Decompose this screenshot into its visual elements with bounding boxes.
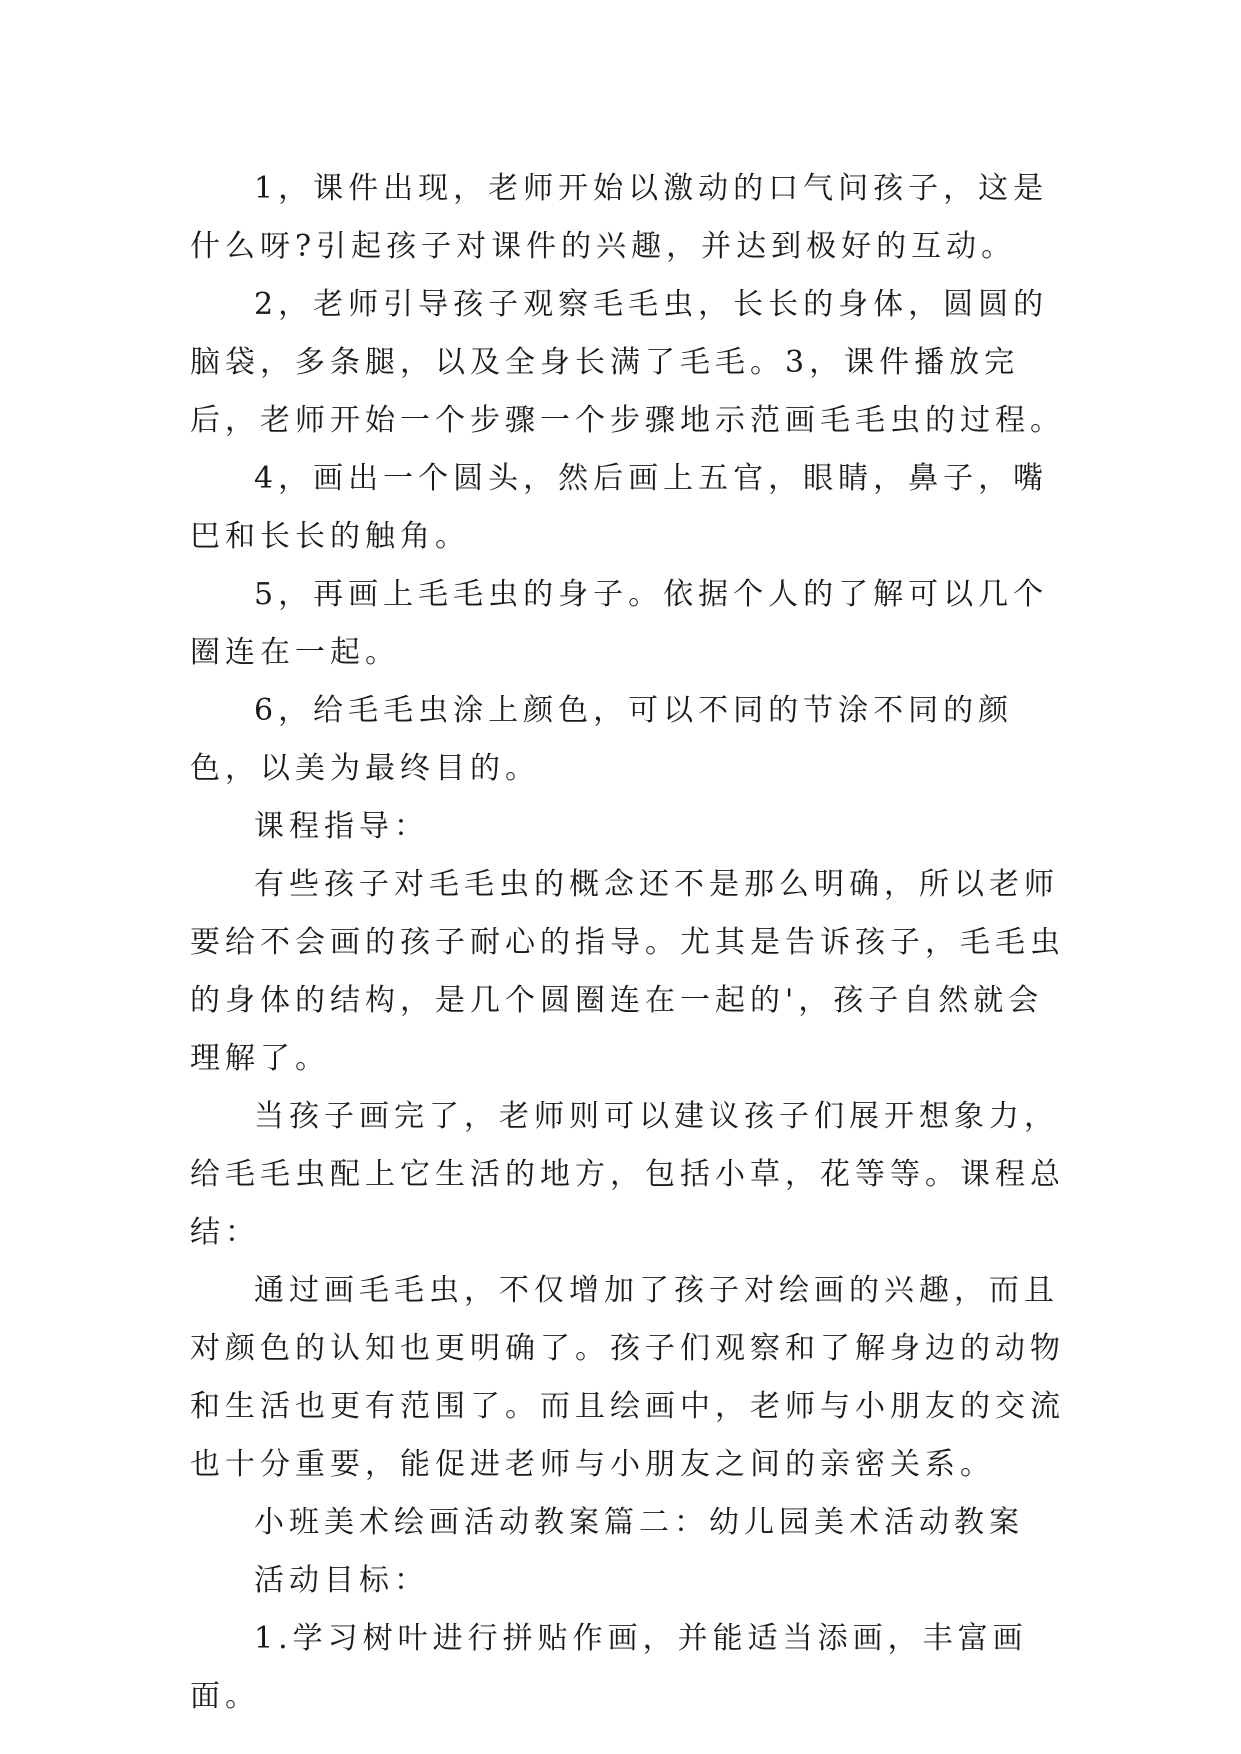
paragraph-step-4: 4，画出一个圆头，然后画上五官，眼睛，鼻子，嘴巴和长长的触角。 [190,461,1049,554]
paragraph-step-5: 5，再画上毛毛虫的身子。依据个人的了解可以几个圈连在一起。 [190,577,1049,670]
section-heading-plan-two: 小班美术绘画活动教案篇二：幼儿园美术活动教案 [254,1505,1024,1540]
paragraph-guidance: 有些孩子对毛毛虫的概念还不是那么明确，所以老师要给不会画的孩子耐心的指导。尤其是告诉孩子，毛毛虫的身体的结构，是几个圆圈连在一起的'，孩子自然就会理解了。 [190,867,1065,1076]
paragraph-objective-1: 1.学习树叶进行拼贴作画，并能适当添画，丰富画面。 [190,1621,1028,1714]
paragraph-step-6: 6，给毛毛虫涂上颜色，可以不同的节涂不同的颜色，以美为最终目的。 [190,693,1014,786]
paragraph-imagination: 当孩子画完了，老师则可以建议孩子们展开想象力，给毛毛虫配上它生活的地方，包括小草，花等等。课程总结： [190,1099,1065,1250]
paragraph-summary: 通过画毛毛虫，不仅增加了孩子对绘画的兴趣，而且对颜色的认知也更明确了。孩子们观察和了解身边的动物和生活也更有范围了。而且绘画中，老师与小朋友的交流也十分重要，能促进老师与小朋友之间的亲密关系。 [190,1273,1065,1482]
section-heading-objectives: 活动目标： [254,1563,429,1598]
section-heading-guidance: 课程指导： [254,809,429,844]
paragraph-step-1: 1，课件出现，老师开始以激动的口气问孩子，这是什么呀?引起孩子对课件的兴趣，并达到极好的互动。 [190,171,1049,264]
document-body [190,160,1070,1726]
paragraph-step-2-3: 2，老师引导孩子观察毛毛虫，长长的身体，圆圆的脑袋，多条腿，以及全身长满了毛毛。3，课件播放完后，老师开始一个步骤一个步骤地示范画毛毛虫的过程。 [190,287,1065,438]
